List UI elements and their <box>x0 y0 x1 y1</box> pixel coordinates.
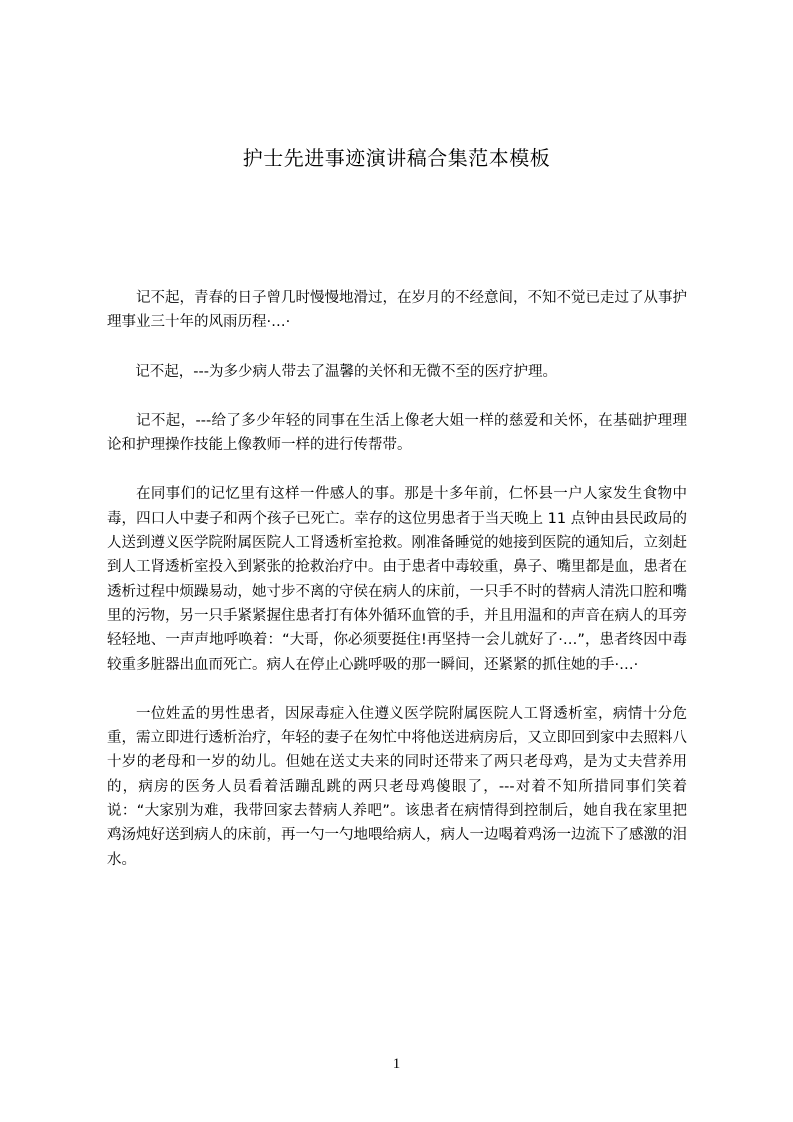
document-body <box>107 286 687 897</box>
document-title: 护士先进事迹演讲稿合集范本模板 <box>242 146 551 170</box>
page-number: 1 <box>392 1056 401 1072</box>
paragraph-1: 记不起，青春的日子曾几时慢慢地滑过，在岁月的不经意间，不知不觉已走过了从事护理事业三十年的风雨历程·…· <box>107 290 687 331</box>
paragraph-5: 一位姓孟的男性患者，因尿毒症入住遵义医学院附属医院人工肾透析室，病情十分危重，需立即进行透析治疗，年轻的妻子在匆忙中将他送进病房后，又立即回到家中去照料八十岁的老母和一岁的幼儿。但她在送丈夫来的同时还带来了两只老母鸡，是为丈夫营养用的，病房的医务人员看着活蹦乱跳的两只老母鸡傻眼了，---对着不知所措同事们笑着说：“大家别为难，我带回家去替病人养吧”。该患者在病情得到控制后，她自我在家里把鸡汤炖好送到病人的床前，再一勺一勺地喂给病人，病人一边喝着鸡汤一边流下了感激的泪水。 <box>107 705 687 868</box>
paragraph-4: 在同事们的记忆里有这样一件感人的事。那是十多年前，仁怀县一户人家发生食物中毒，四口人中妻子和两个孩子已死亡。幸存的这位男患者于当天晚上 11 点钟由县民政局的人送到遵义医学院附属医院人工肾透析室抢救。刚准备睡觉的她接到医院的通知后，立刻赶到人工肾透析室投入到紧张的抢救治疗中。由于患者中毒较重，鼻子、嘴里都是血，患者在透析过程中烦躁易动，她寸步不离的守侯在病人的床前，一只手不时的替病人清洗口腔和嘴里的污物，另一只手紧紧握住患者打有体外循环血管的手，并且用温和的声音在病人的耳旁轻轻地、一声声地呼唤着：“大哥，你必须要挺住!再坚持一会儿就好了·…”，患者终因中毒较重多脏器出血而死亡。病人在停止心跳呼吸的那一瞬间，还紧紧的抓住她的手·…· <box>107 486 687 673</box>
paragraph-2: 记不起，---为多少病人带去了温馨的关怀和无微不至的医疗护理。 <box>135 363 557 380</box>
paragraph-3: 记不起，---给了多少年轻的同事在生活上像老大姐一样的慈爱和关怀，在基础护理理论和护理操作技能上像教师一样的进行传帮带。 <box>107 412 687 454</box>
